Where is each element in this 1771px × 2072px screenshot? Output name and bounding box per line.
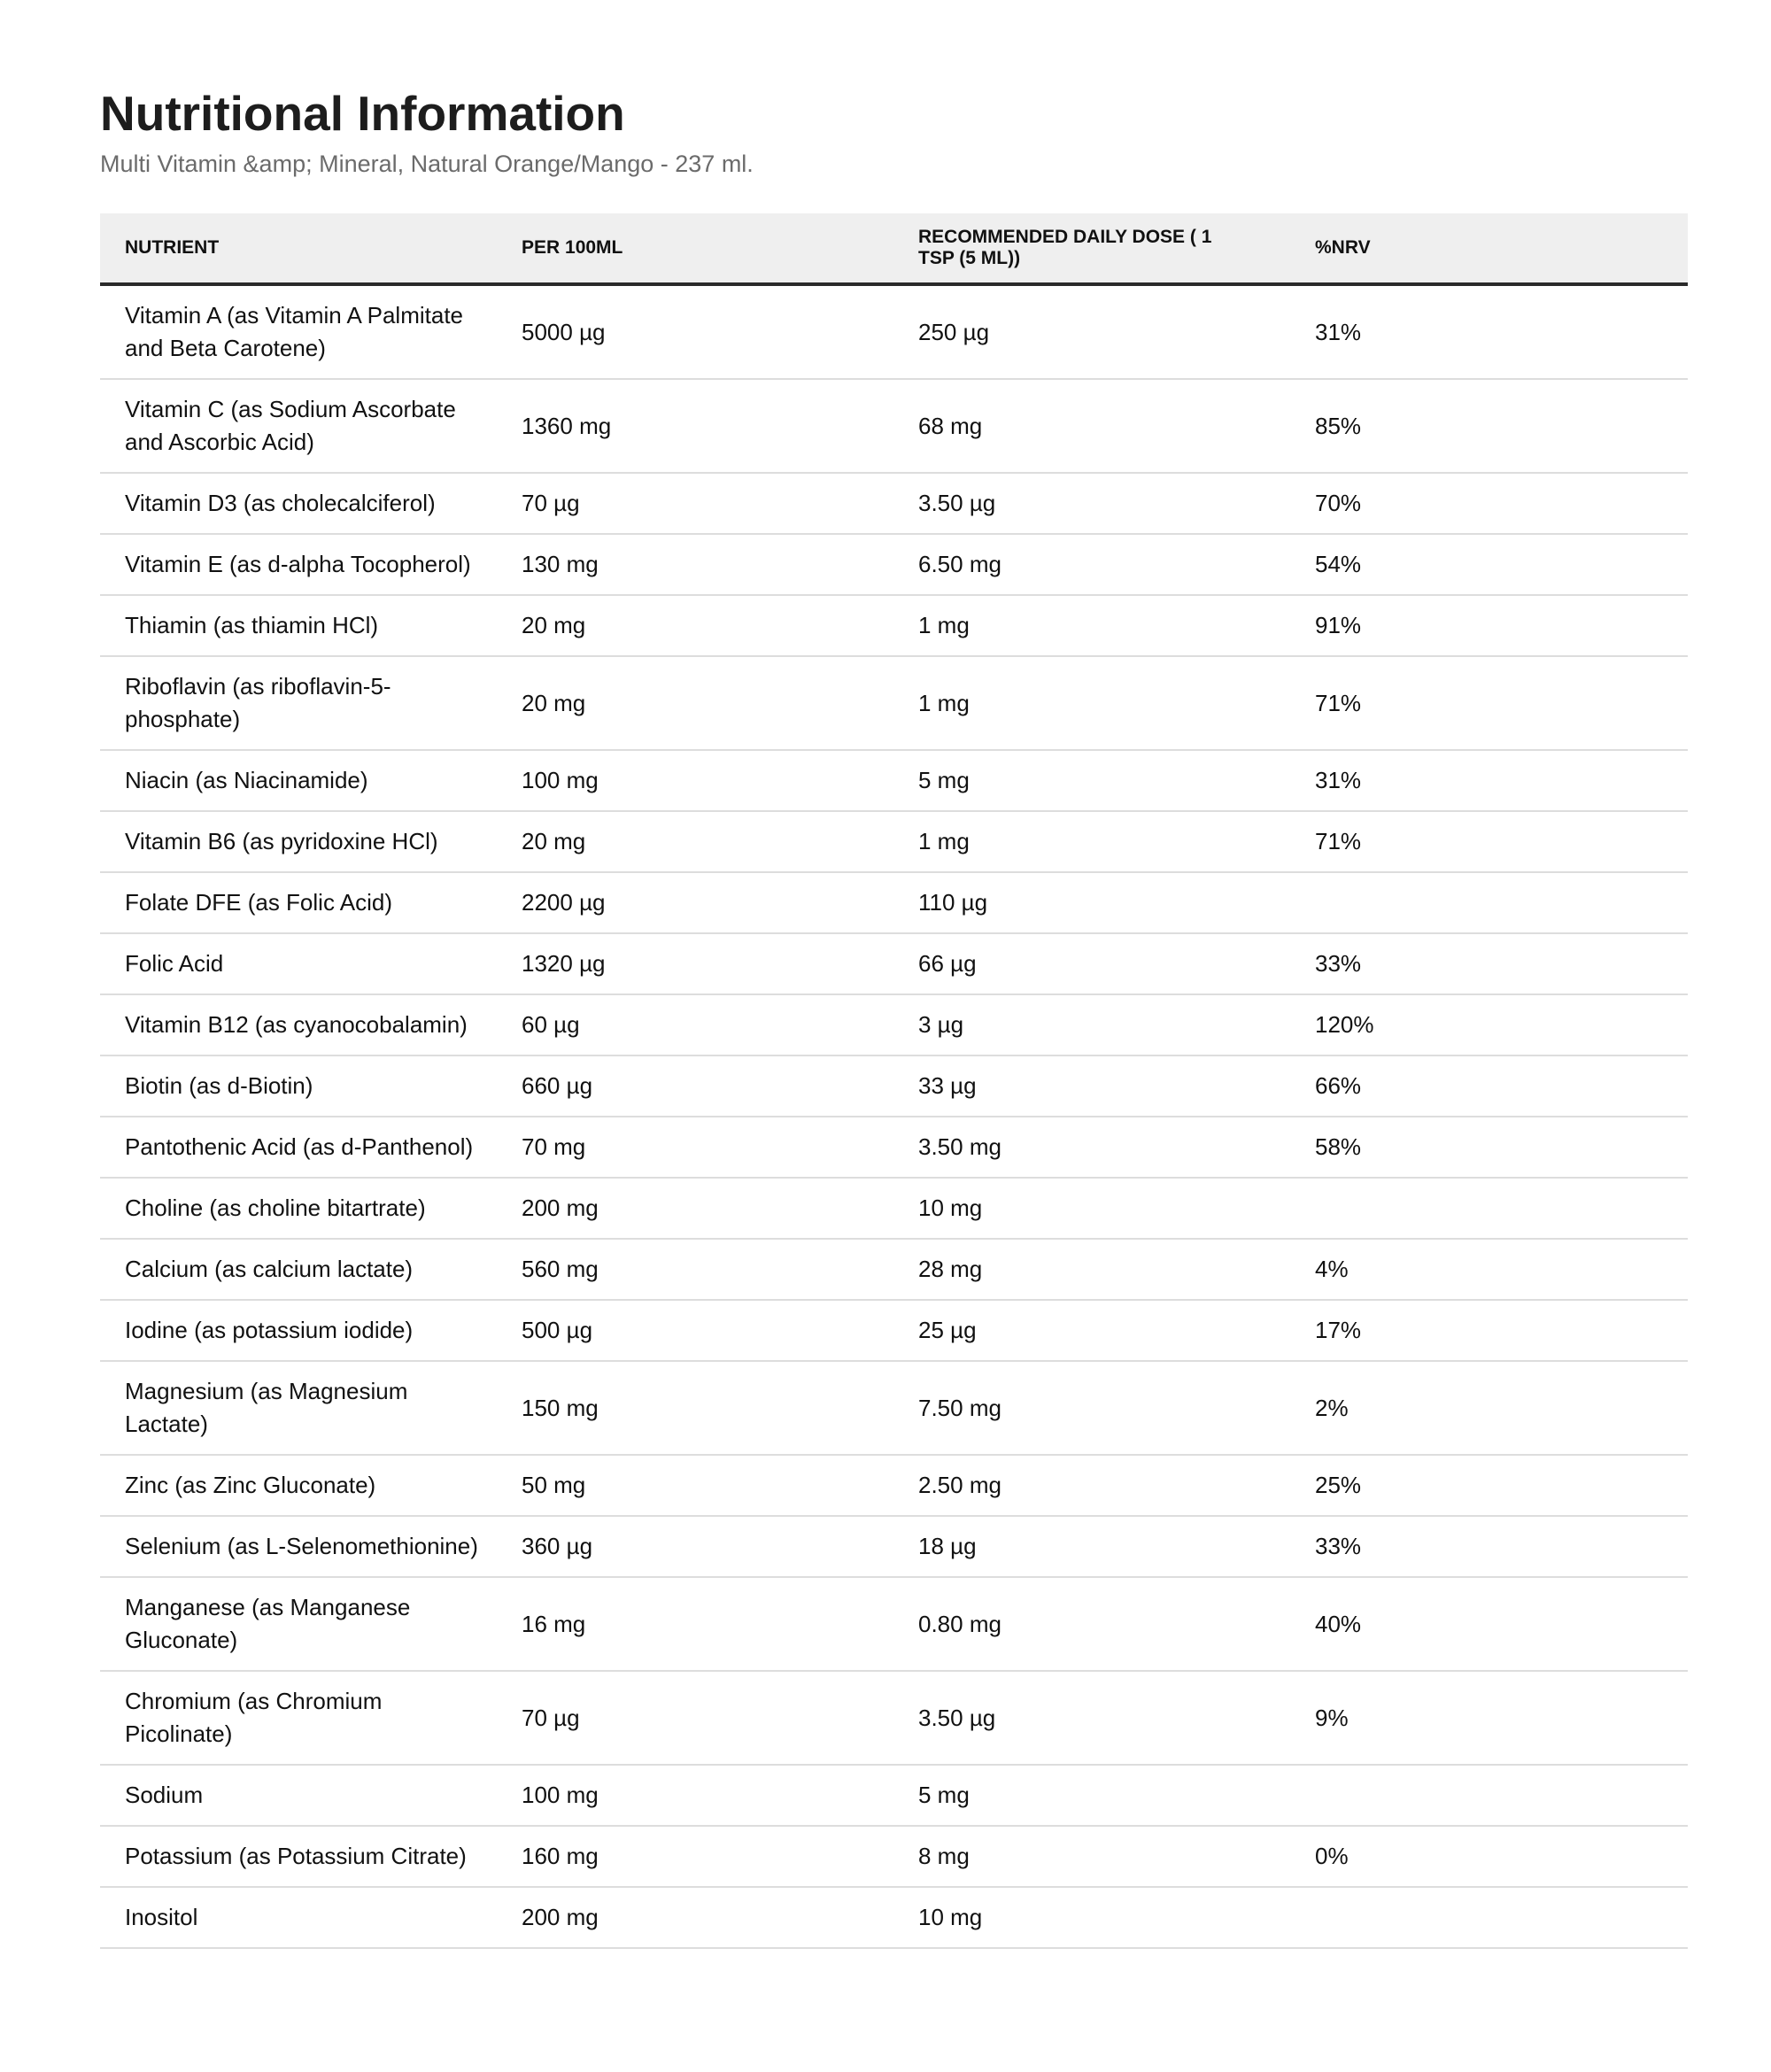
nutrient-cell: Potassium (as Potassium Citrate) — [100, 1826, 497, 1887]
nrv-cell — [1290, 872, 1688, 933]
table-row — [100, 933, 1688, 994]
column-header-daily-dose: RECOMMENDED DAILY DOSE ( 1 TSP (5 ML)) — [893, 213, 1290, 284]
daily-dose-cell: 2.50 mg — [893, 1455, 1290, 1516]
daily-dose-cell: 5 mg — [893, 750, 1290, 811]
nrv-cell — [1290, 1765, 1688, 1826]
nrv-cell: 91% — [1290, 595, 1688, 656]
per-100ml-cell: 16 mg — [497, 1577, 893, 1671]
nrv-cell: 33% — [1290, 933, 1688, 994]
table-row — [100, 994, 1688, 1055]
per-100ml-cell: 20 mg — [497, 811, 893, 872]
per-100ml-cell: 20 mg — [497, 656, 893, 750]
nrv-cell: 70% — [1290, 473, 1688, 534]
table-row — [100, 379, 1688, 473]
daily-dose-cell: 3.50 mg — [893, 1117, 1290, 1178]
nrv-cell: 71% — [1290, 811, 1688, 872]
nutrient-cell: Vitamin C (as Sodium Ascorbate and Ascorbic Acid) — [100, 379, 497, 473]
daily-dose-cell: 1 mg — [893, 811, 1290, 872]
nrv-cell: 2% — [1290, 1361, 1688, 1455]
per-100ml-cell: 60 µg — [497, 994, 893, 1055]
nrv-cell: 120% — [1290, 994, 1688, 1055]
nrv-cell: 25% — [1290, 1455, 1688, 1516]
table-row — [100, 1117, 1688, 1178]
nrv-cell: 17% — [1290, 1300, 1688, 1361]
table-row — [100, 473, 1688, 534]
nrv-cell: 31% — [1290, 750, 1688, 811]
nutrient-cell: Biotin (as d-Biotin) — [100, 1055, 497, 1117]
daily-dose-cell: 3.50 µg — [893, 473, 1290, 534]
per-100ml-cell: 100 mg — [497, 750, 893, 811]
per-100ml-cell: 5000 µg — [497, 284, 893, 379]
per-100ml-cell: 660 µg — [497, 1055, 893, 1117]
nutrient-cell: Iodine (as potassium iodide) — [100, 1300, 497, 1361]
nutrient-cell: Chromium (as Chromium Picolinate) — [100, 1671, 497, 1765]
table-row — [100, 1671, 1688, 1765]
per-100ml-cell: 560 mg — [497, 1239, 893, 1300]
daily-dose-cell: 10 mg — [893, 1178, 1290, 1239]
per-100ml-cell: 150 mg — [497, 1361, 893, 1455]
nrv-cell: 9% — [1290, 1671, 1688, 1765]
nrv-cell: 58% — [1290, 1117, 1688, 1178]
per-100ml-cell: 360 µg — [497, 1516, 893, 1577]
nutrient-cell: Folic Acid — [100, 933, 497, 994]
table-body — [100, 284, 1688, 1948]
per-100ml-cell: 70 mg — [497, 1117, 893, 1178]
nutrient-cell: Sodium — [100, 1765, 497, 1826]
per-100ml-cell: 70 µg — [497, 1671, 893, 1765]
table-row — [100, 1239, 1688, 1300]
table-row — [100, 1826, 1688, 1887]
daily-dose-cell: 18 µg — [893, 1516, 1290, 1577]
table-row — [100, 1178, 1688, 1239]
nutrient-cell: Niacin (as Niacinamide) — [100, 750, 497, 811]
nutrient-cell: Calcium (as calcium lactate) — [100, 1239, 497, 1300]
column-header-nrv: %NRV — [1290, 213, 1688, 284]
daily-dose-cell: 8 mg — [893, 1826, 1290, 1887]
per-100ml-cell: 200 mg — [497, 1887, 893, 1948]
nutrient-cell: Vitamin E (as d-alpha Tocopherol) — [100, 534, 497, 595]
nutrient-cell: Zinc (as Zinc Gluconate) — [100, 1455, 497, 1516]
table-header-row — [100, 213, 1688, 284]
table-row — [100, 811, 1688, 872]
daily-dose-cell: 68 mg — [893, 379, 1290, 473]
daily-dose-cell: 250 µg — [893, 284, 1290, 379]
table-row — [100, 284, 1688, 379]
nrv-cell: 0% — [1290, 1826, 1688, 1887]
per-100ml-cell: 200 mg — [497, 1178, 893, 1239]
daily-dose-cell: 6.50 mg — [893, 534, 1290, 595]
nrv-cell: 40% — [1290, 1577, 1688, 1671]
nutrition-table — [100, 213, 1688, 1949]
daily-dose-cell: 7.50 mg — [893, 1361, 1290, 1455]
table-header — [100, 213, 1688, 284]
per-100ml-cell: 100 mg — [497, 1765, 893, 1826]
nrv-cell: 66% — [1290, 1055, 1688, 1117]
per-100ml-cell: 20 mg — [497, 595, 893, 656]
per-100ml-cell: 70 µg — [497, 473, 893, 534]
nrv-cell: 31% — [1290, 284, 1688, 379]
daily-dose-cell: 28 mg — [893, 1239, 1290, 1300]
nrv-cell: 85% — [1290, 379, 1688, 473]
table-row — [100, 750, 1688, 811]
daily-dose-cell: 66 µg — [893, 933, 1290, 994]
table-row — [100, 1887, 1688, 1948]
per-100ml-cell: 1320 µg — [497, 933, 893, 994]
table-row — [100, 1765, 1688, 1826]
nrv-cell — [1290, 1178, 1688, 1239]
nutrient-cell: Magnesium (as Magnesium Lactate) — [100, 1361, 497, 1455]
daily-dose-cell: 5 mg — [893, 1765, 1290, 1826]
daily-dose-cell: 25 µg — [893, 1300, 1290, 1361]
per-100ml-cell: 160 mg — [497, 1826, 893, 1887]
per-100ml-cell: 2200 µg — [497, 872, 893, 933]
nutrient-cell: Thiamin (as thiamin HCl) — [100, 595, 497, 656]
nutrient-cell: Choline (as choline bitartrate) — [100, 1178, 497, 1239]
table-row — [100, 1361, 1688, 1455]
daily-dose-cell: 3 µg — [893, 994, 1290, 1055]
nutrient-cell: Selenium (as L-Selenomethionine) — [100, 1516, 497, 1577]
table-row — [100, 872, 1688, 933]
nutrient-cell: Pantothenic Acid (as d-Panthenol) — [100, 1117, 497, 1178]
daily-dose-cell: 10 mg — [893, 1887, 1290, 1948]
per-100ml-cell: 50 mg — [497, 1455, 893, 1516]
table-row — [100, 1455, 1688, 1516]
nutrient-cell: Riboflavin (as riboflavin-5-phosphate) — [100, 656, 497, 750]
daily-dose-cell: 0.80 mg — [893, 1577, 1290, 1671]
nrv-cell: 33% — [1290, 1516, 1688, 1577]
table-row — [100, 595, 1688, 656]
column-header-per-100ml: PER 100ML — [497, 213, 893, 284]
nutrient-cell: Folate DFE (as Folic Acid) — [100, 872, 497, 933]
table-row — [100, 1300, 1688, 1361]
nutrient-cell: Vitamin B12 (as cyanocobalamin) — [100, 994, 497, 1055]
daily-dose-cell: 3.50 µg — [893, 1671, 1290, 1765]
nutrient-cell: Inositol — [100, 1887, 497, 1948]
nutrient-cell: Vitamin B6 (as pyridoxine HCl) — [100, 811, 497, 872]
daily-dose-cell: 1 mg — [893, 595, 1290, 656]
table-row — [100, 534, 1688, 595]
table-row — [100, 1516, 1688, 1577]
table-row — [100, 1577, 1688, 1671]
nrv-cell: 71% — [1290, 656, 1688, 750]
table-row — [100, 656, 1688, 750]
daily-dose-cell: 1 mg — [893, 656, 1290, 750]
daily-dose-cell: 33 µg — [893, 1055, 1290, 1117]
nutrient-cell: Manganese (as Manganese Gluconate) — [100, 1577, 497, 1671]
per-100ml-cell: 500 µg — [497, 1300, 893, 1361]
page-subtitle: Multi Vitamin &amp; Mineral, Natural Orange/Mango - 237 ml. — [100, 151, 754, 177]
daily-dose-cell: 110 µg — [893, 872, 1290, 933]
page-title: Nutritional Information — [100, 86, 625, 141]
per-100ml-cell: 130 mg — [497, 534, 893, 595]
nrv-cell — [1290, 1887, 1688, 1948]
column-header-nutrient: NUTRIENT — [100, 213, 497, 284]
nrv-cell: 4% — [1290, 1239, 1688, 1300]
per-100ml-cell: 1360 mg — [497, 379, 893, 473]
table-row — [100, 1055, 1688, 1117]
nrv-cell: 54% — [1290, 534, 1688, 595]
nutrient-cell: Vitamin D3 (as cholecalciferol) — [100, 473, 497, 534]
nutrient-cell: Vitamin A (as Vitamin A Palmitate and Beta Carotene) — [100, 284, 497, 379]
